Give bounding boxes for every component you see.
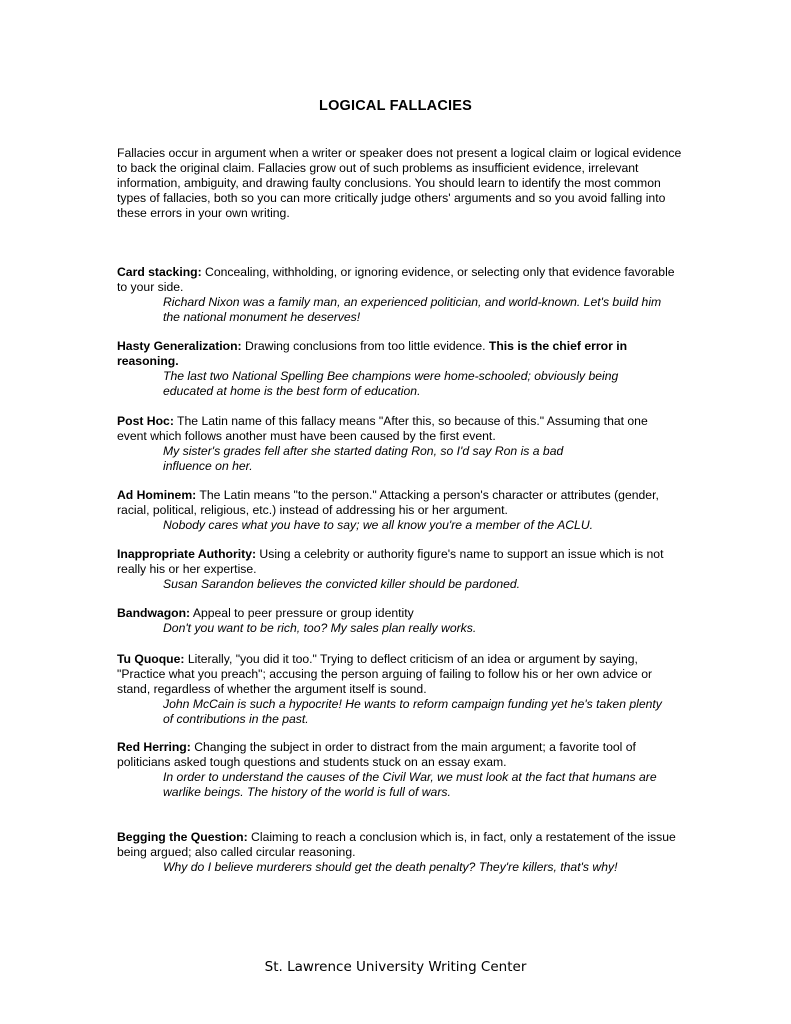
- fallacy-post-hoc: [117, 414, 677, 474]
- fallacy-term: Red Herring:: [117, 740, 191, 754]
- fallacy-example: Why do I believe murderers should get the death penalty? They're killers, that's why!: [163, 860, 618, 874]
- fallacy-inappropriate-authority: [117, 547, 677, 592]
- fallacy-term: Inappropriate Authority:: [117, 547, 257, 561]
- fallacy-term: Begging the Question:: [117, 830, 248, 844]
- fallacy-definition: Claiming to reach a conclusion which is, in fact, only a restatement of the issue being argued; also called circular reasoning.: [117, 830, 676, 859]
- fallacy-example: Don't you want to be rich, too? My sales plan really works.: [163, 621, 477, 635]
- fallacy-example: John McCain is such a hypocrite! He wants to reform campaign funding yet he's taken plenty of contributions in the past.: [163, 697, 662, 726]
- fallacy-example: In order to understand the causes of the Civil War, we must look at the fact that humans are warlike beings. The history of the world is full of wars.: [163, 770, 657, 799]
- fallacy-example: My sister's grades fell after she started dating Ron, so I'd say Ron is a bad influence on her.: [163, 444, 564, 473]
- fallacy-definition: Changing the subject in order to distract from the main argument; a favorite tool of politicians asked tough questions and students stuck on an essay exam.: [117, 740, 636, 769]
- fallacy-definition: Literally, "you did it too." Trying to deflect criticism of an idea or argument by saying, "Practice what you preach"; accusing the person arguing of failing to follow his or her own advice or stand, regardless of whether the argument itself is sound.: [117, 652, 653, 696]
- fallacy-emphasis: This is the chief error in reasoning.: [117, 339, 628, 368]
- fallacy-example: Richard Nixon was a family man, an experienced politician, and world-known. Let's build him the national monument he deserves!: [163, 295, 662, 324]
- fallacy-term: Post Hoc:: [117, 414, 174, 428]
- fallacy-tu-quoque: [117, 652, 677, 727]
- intro-paragraph: Fallacies occur in argument when a writer or speaker does not present a logical claim or logical evidence to back the original claim. Fallacies grow out of such problems as insufficient evidence, irrelevant information, ambiguity, and drawing faulty conclusions. You should learn to identify the most common types of fallacies, both so you can more critically judge others' arguments and so you avoid falling into these errors in your own writing.: [117, 146, 682, 220]
- fallacy-definition: The Latin name of this fallacy means "After this, so because of this." Assuming that one event which follows another must have been caused by the first event.: [117, 414, 648, 443]
- fallacy-example: Nobody cares what you have to say; we all know you're a member of the ACLU.: [163, 518, 594, 532]
- fallacy-term: Hasty Generalization:: [117, 339, 242, 353]
- fallacy-begging-the-question: [117, 830, 677, 875]
- fallacy-definition: Drawing conclusions from too little evidence.: [241, 339, 489, 353]
- fallacy-term: Card stacking:: [117, 265, 202, 279]
- page-title: LOGICAL FALLACIES: [319, 98, 472, 114]
- fallacy-term: Tu Quoque:: [117, 652, 185, 666]
- fallacy-bandwagon: [117, 606, 677, 636]
- fallacy-definition: Concealing, withholding, or ignoring evidence, or selecting only that evidence favorable to your side.: [117, 265, 675, 294]
- fallacy-ad-hominem: [117, 488, 677, 533]
- fallacy-red-herring: [117, 740, 677, 800]
- fallacy-card-stacking: [117, 265, 677, 325]
- fallacy-definition: Using a celebrity or authority figure's name to support an issue which is not really his or her expertise.: [117, 547, 664, 576]
- fallacy-example: The last two National Spelling Bee champions were home-schooled; obviously being educated at home is the best form of education.: [163, 369, 619, 398]
- fallacy-definition: The Latin means "to the person." Attacking a person's character or attributes (gender, racial, political, religious, etc.) instead of addressing his or her argument.: [117, 488, 659, 517]
- fallacy-example: Susan Sarandon believes the convicted killer should be pardoned.: [163, 577, 521, 591]
- page-footer: St. Lawrence University Writing Center: [264, 959, 527, 975]
- fallacy-term: Bandwagon:: [117, 606, 191, 620]
- fallacy-definition: Appeal to peer pressure or group identity: [190, 606, 414, 620]
- fallacy-term: Ad Hominem:: [117, 488, 197, 502]
- fallacy-hasty-generalization: [117, 339, 677, 399]
